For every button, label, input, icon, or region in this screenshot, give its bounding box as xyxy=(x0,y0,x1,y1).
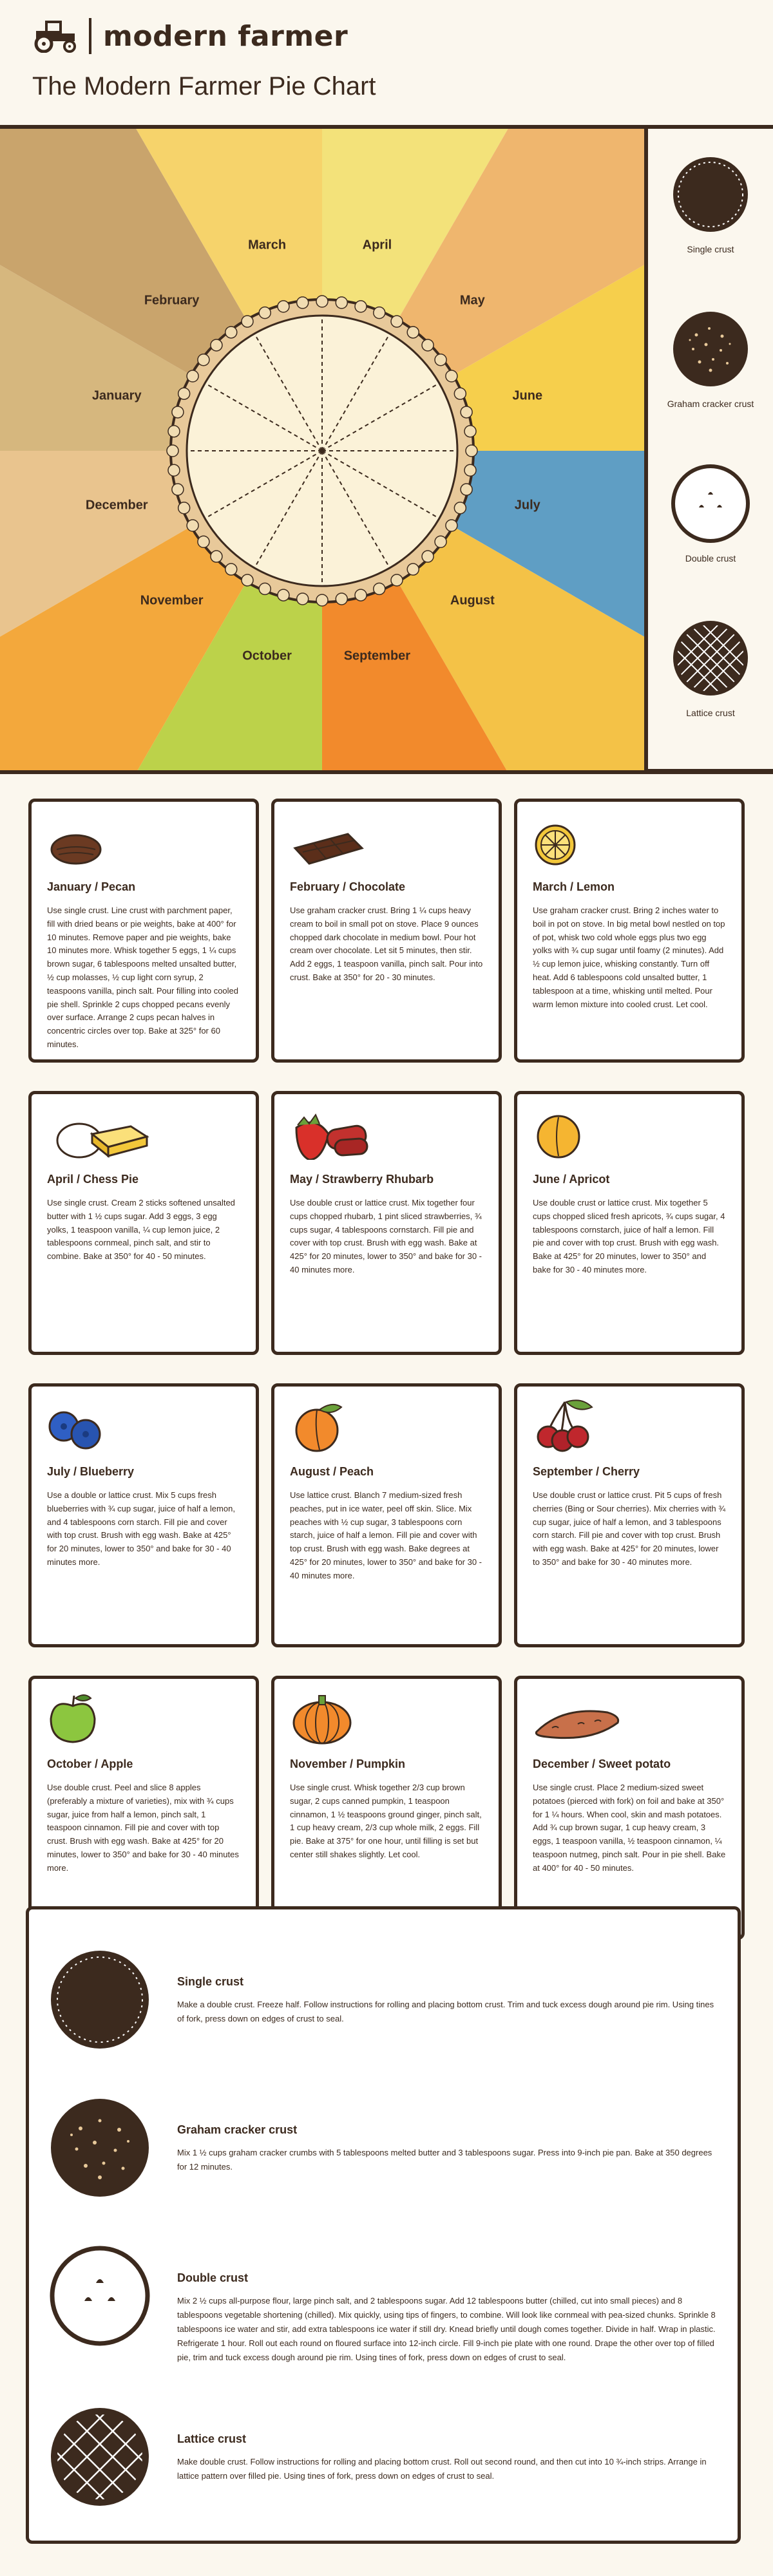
pie-rim-scallop xyxy=(355,589,367,601)
double-crust-icon xyxy=(671,464,750,544)
month-label: February xyxy=(144,293,200,308)
pie-rim-scallop xyxy=(446,520,457,531)
recipe-title: March / Lemon xyxy=(533,880,615,893)
pie-rim-scallop xyxy=(336,593,347,605)
pie-rim-scallop xyxy=(198,536,209,547)
month-label: July xyxy=(514,498,540,513)
cherry-icon xyxy=(533,1401,726,1452)
graham-crust-icon xyxy=(48,2096,151,2199)
pie-rim-scallop xyxy=(178,502,190,514)
pie-rim-scallop xyxy=(454,502,466,514)
pie-rim-scallop xyxy=(435,536,446,547)
crust-legend-item xyxy=(648,464,773,564)
lattice-crust-icon xyxy=(671,618,750,698)
recipe-text: Use graham cracker crust. Bring 1 ¼ cups heavy cream to boil in small pot on stove. Place 9 ounces chopped dark chocolate in medium bowl. Pour hot cream over chocolate. Let sit 5 minutes, then stir. Add 2 eggs, 1 teaspoon vanilla, pinch salt. Pour into crust. Bake at 350° for 20 - 30 minutes. xyxy=(290,905,483,982)
month-label: December xyxy=(85,498,148,513)
month-label: March xyxy=(248,238,287,252)
crust-legend-item xyxy=(648,618,773,718)
crust-legend-item xyxy=(648,309,773,409)
pie-rim-scallop xyxy=(374,307,385,319)
crust-title: Graham cracker crust xyxy=(177,2123,298,2136)
crust-legend-label: Graham cracker crust xyxy=(667,399,754,409)
crust-text: Make double crust. Follow instructions for rolling and placing bottom crust. Roll out second round, and then cut into 10 ¾-inch strips. Arrange in lattice pattern over filled pie. Using tines of fork, press down on edges of crust to seal. xyxy=(177,2457,707,2481)
recipe-text: Use double crust or lattice crust. Mix together four cups chopped rhubarb, 1 pint sliced strawberries, ¾ cups sugar, 4 tablespoons cornstarch. Fill pie and cover with top crust. Brush with egg wash. Bake at 425° for 20 minutes, lower to 350° and bake for 30 - 40 minutes more. xyxy=(290,1198,482,1274)
crust-legend-label: Double crust xyxy=(685,553,736,564)
pie-rim-scallop xyxy=(461,484,472,495)
month-label: April xyxy=(362,238,392,252)
recipe-card-april xyxy=(28,1091,259,1355)
pie-rim-scallop xyxy=(407,327,419,338)
recipe-text: Use double crust or lattice crust. Mix together 5 cups chopped sliced fresh apricots, ¾ cups sugar, 4 tablespoons cornstarch, juice of half a lemon. Fill pie and cover with top crust. Brush with egg wash. Bake at 425° for 20 minutes, lower to 350° and bake for 30 - 40 minutes more. xyxy=(533,1198,725,1274)
crust-text: Make a double crust. Freeze half. Follow instructions for rolling and placing bottom crust. Trim and tuck excess dough around pie rim. Using tines of fork, press down on edges of crust to seal. xyxy=(177,2000,714,2024)
logo[interactable] xyxy=(32,18,348,54)
recipe-title: December / Sweet potato xyxy=(533,1757,671,1770)
crust-legend-label: Single crust xyxy=(687,244,734,254)
recipe-card-september xyxy=(514,1383,745,1647)
crust-title: Lattice crust xyxy=(177,2432,247,2445)
crust-legend-item xyxy=(648,155,773,254)
month-label: June xyxy=(512,388,543,403)
pie-rim-scallop xyxy=(464,464,476,476)
pie-rim-scallop xyxy=(242,574,253,586)
pie-rim-scallop xyxy=(422,339,434,351)
pie-rim-scallop xyxy=(446,370,457,382)
pie-rim-scallop xyxy=(172,406,184,418)
recipe-title: June / Apricot xyxy=(533,1173,610,1186)
pie-rim-scallop xyxy=(435,354,446,366)
recipe-text: Use single crust. Place 2 medium-sized sweet potatoes (pierced with fork) on foil and bake at 350° for 1 ¼ hours. When cool, skin and mash potatoes. Add ¾ cup brown sugar, 1 cup heavy cream, 3 eggs, 1 teaspoon vanilla, ½ teaspoon cinnamon, ¼ teaspoon nutmeg, pinch salt. Pour in pie shell. Bake at 400° for 40 - 50 minutes. xyxy=(533,1783,726,1873)
month-label: August xyxy=(450,593,495,608)
pie-rim-scallop xyxy=(168,426,180,437)
pie-rim-scallop xyxy=(355,301,367,312)
recipe-title: August / Peach xyxy=(290,1465,374,1478)
brand-name: modern farmer xyxy=(103,19,348,53)
recipe-text: Use single crust. Cream 2 sticks softened unsalted butter with 1 ½ cups sugar. Add 3 eggs, 3 egg yolks, 1 teaspoon vanilla, ¼ cup lemon juice, 2 tablespoons cornmeal, pinch salt, and stir to combine. Bake at 350° for 40 - 50 minutes. xyxy=(47,1198,235,1262)
header xyxy=(0,0,773,129)
pie-rim-scallop xyxy=(278,589,289,601)
recipe-card-november xyxy=(271,1676,502,1940)
recipe-card-august xyxy=(271,1383,502,1647)
pie-rim-scallop xyxy=(464,426,476,437)
recipe-card-october xyxy=(28,1676,259,1940)
crust-instructions xyxy=(26,1906,741,2544)
crust-legend-label: Lattice crust xyxy=(686,708,735,718)
pie-rim-scallop xyxy=(187,520,198,531)
tractor-icon xyxy=(32,19,79,53)
recipe-text: Use single crust. Line crust with parchment paper, fill with dried beans or pie weights, bake at 400° for 10 minutes. Remove paper and pie weights, bake 10 minutes more. Whisk together 5 eggs, 1 ¼ cups brown sugar, 6 tablespoons melted unsalted butter, ½ cup molasses, ½ cup light corn syrup, 2 teaspoons vanilla, pinch salt. Pour filling into cooled pie shell. Sprinkle 2 cups chopped pecans evenly over surface. Arrange 2 cups pecan halves in concentric circles over top. Bake at 325° for 60 minutes. xyxy=(47,905,239,1049)
pie-rim-scallop xyxy=(466,445,477,457)
pie-rim-scallop xyxy=(259,307,271,319)
recipe-title: February / Chocolate xyxy=(290,880,406,893)
recipe-card-march xyxy=(514,799,745,1063)
single-crust-icon xyxy=(671,155,750,234)
pie-rim-scallop xyxy=(225,564,237,575)
chocolate-icon xyxy=(290,816,483,867)
lemon-icon xyxy=(533,816,726,867)
pumpkin-icon xyxy=(290,1693,483,1745)
pie-rim-scallop xyxy=(211,551,222,562)
month-label: November xyxy=(140,593,204,608)
recipe-title: April / Chess Pie xyxy=(47,1173,139,1186)
pie-rim-scallop xyxy=(422,551,434,562)
pie-wheel-graphic xyxy=(0,129,644,773)
crust-text: Mix 1 ½ cups graham cracker crumbs with 5 tablespoons melted butter and 3 tablespoons sugar. Press into 9-inch pie pan. Bake at 350 degrees for 12 minutes. xyxy=(177,2148,712,2172)
pecan-icon xyxy=(47,816,240,867)
recipe-text: Use single crust. Whisk together 2/3 cup brown sugar, 2 cups canned pumpkin, 1 teaspoon cinnamon, 1 ½ teaspoons ground ginger, pinch salt, 1 cup heavy cream, 2/3 cup whole milk, 2 eggs. Fill pie. Bake at 375° for one hour, until filling is set but center still shakes slightly. Let cool. xyxy=(290,1783,482,1859)
recipe-card-july xyxy=(28,1383,259,1647)
double-crust-icon xyxy=(48,2244,151,2347)
recipe-text: Use double crust or lattice crust. Pit 5 cups of fresh cherries (Bing or Sour cherries). Mix cherries with ¾ cup sugar, juice of half a lemon, and 3 tablespoons corn starch. Fill pie and cover with top crust. Brush with egg wash. Bake at 425° for 20 minutes, lower to 350° and bake for 30 - 40 minutes more. xyxy=(533,1490,726,1567)
crust-legend xyxy=(644,129,773,773)
pie-rim-scallop xyxy=(454,388,466,399)
recipe-card-december xyxy=(514,1676,745,1940)
pie-rim-scallop xyxy=(374,583,385,594)
recipe-card-june xyxy=(514,1091,745,1355)
recipe-text: Use lattice crust. Blanch 7 medium-sized fresh peaches, put in ice water, peel off skin. Slice. Mix peaches with ½ cup sugar, 3 tablespoons corn starch, juice of half a lemon. Fill pie and cover with top crust. Brush with egg wash. Bake degrees at 425° for 20 minutes, lower to 350° and bake for 30 - 40 minutes more. xyxy=(290,1490,482,1580)
recipe-title: July / Blueberry xyxy=(47,1465,135,1478)
recipe-title: November / Pumpkin xyxy=(290,1757,406,1770)
page-title: The Modern Farmer Pie Chart xyxy=(32,72,376,100)
crust-title: Single crust xyxy=(177,1975,244,1988)
pie-rim-scallop xyxy=(187,370,198,382)
pie-rim-scallop xyxy=(316,296,328,307)
graham-crust-icon xyxy=(671,309,750,389)
apricot-icon xyxy=(533,1108,726,1160)
pie-rim-scallop xyxy=(259,583,271,594)
recipe-card-may xyxy=(271,1091,502,1355)
month-label: May xyxy=(459,293,485,308)
pie-rim-scallop xyxy=(168,464,180,476)
pie-rim-scallop xyxy=(278,301,289,312)
pie-rim-scallop xyxy=(336,297,347,308)
pie-rim-scallop xyxy=(167,445,178,457)
month-label: January xyxy=(91,388,142,403)
month-label: October xyxy=(242,649,292,663)
crust-text: Mix 2 ½ cups all-purpose flour, large pinch salt, and 2 tablespoons sugar. Add 12 tablespoons butter (chilled, cut into small pieces) and 8 tablespoons vegetable shortening (chilled). Mix quickly, using tips of fingers, to combine. Will look like cornmeal with pea-sized chunks. Sprinkle 8 tablespoons ice water and stir, add extra tablespoons ice water if still dry. Knead briefly until dough comes together. Divide in half. Wrap in plastic. Refrigerate 1 hour. Roll out each round on floured surface into 12-inch circle. Fill 9-inch pie plate with one round. Drape the other over top of filled pie, trim and tuck excess dough around pie rim. Using tines of fork, press down on edges of crust to seal. xyxy=(177,2296,716,2363)
strawberry-icon xyxy=(290,1108,483,1160)
pie-rim-scallop xyxy=(225,327,237,338)
apple-icon xyxy=(47,1693,240,1745)
recipe-text: Use graham cracker crust. Bring 2 inches water to boil in pot on stove. In big metal bowl nestled on top of pot, whisk two cold whole eggs plus two egg yolks with ¾ cup sugar until foamy (2 minutes). Add ½ cup lemon juice, whisking constantly. Turn off heat. Add 6 tablespoons cold unsalted butter, 1 tablespoon at a time, whisking until melted. Pour warm lemon mixture into cooled crust. Let cool. xyxy=(533,905,725,1009)
pie-rim-scallop xyxy=(297,593,309,605)
pie-rim-scallop xyxy=(407,564,419,575)
recipe-text: Use double crust. Peel and slice 8 apples (preferably a mixture of varieties), mix with ¾ cups sugar, juice from half a lemon, pinch salt, 1 teaspoon cinnamon. Fill pie and cover with top crust. Brush with egg wash. Bake at 425° for 20 minutes, lower to 350° and bake for 30 - 40 minutes more. xyxy=(47,1783,239,1873)
recipe-card-february xyxy=(271,799,502,1063)
pie-rim-scallop xyxy=(172,484,184,495)
recipe-title: January / Pecan xyxy=(47,880,136,893)
recipe-title: May / Strawberry Rhubarb xyxy=(290,1173,434,1186)
sweet-potato-icon xyxy=(533,1693,726,1745)
blueberry-icon xyxy=(47,1401,240,1452)
butter-egg-icon xyxy=(47,1108,240,1160)
pie-rim-scallop xyxy=(461,406,472,418)
hero-bottom-rule xyxy=(0,770,773,774)
pie-rim-scallop xyxy=(316,594,328,606)
logo-divider xyxy=(89,18,91,54)
recipe-text: Use a double or lattice crust. Mix 5 cups fresh blueberries with ¾ cup sugar, juice of half a lemon, and 4 tablespoons corn starch. Fill pie and cover with top crust. Brush with egg wash. Bake at 425° for 20 minutes, lower to 350° and bake for 30 - 40 minutes more. xyxy=(47,1490,235,1567)
pie-rim-scallop xyxy=(211,339,222,351)
pie-rim-scallop xyxy=(391,574,403,586)
recipe-title: September / Cherry xyxy=(533,1465,640,1478)
pie-rim-scallop xyxy=(242,316,253,327)
peach-icon xyxy=(290,1401,483,1452)
lattice-crust-icon xyxy=(48,2405,151,2508)
recipe-title: October / Apple xyxy=(47,1757,133,1770)
pie-rim-scallop xyxy=(178,388,190,399)
pie-rim-scallop xyxy=(297,297,309,308)
crust-title: Double crust xyxy=(177,2271,249,2284)
pie-rim-scallop xyxy=(198,354,209,366)
month-label: September xyxy=(343,649,411,663)
single-crust-icon xyxy=(48,1948,151,2051)
pie-rim-scallop xyxy=(391,316,403,327)
recipe-card-january xyxy=(28,799,259,1063)
